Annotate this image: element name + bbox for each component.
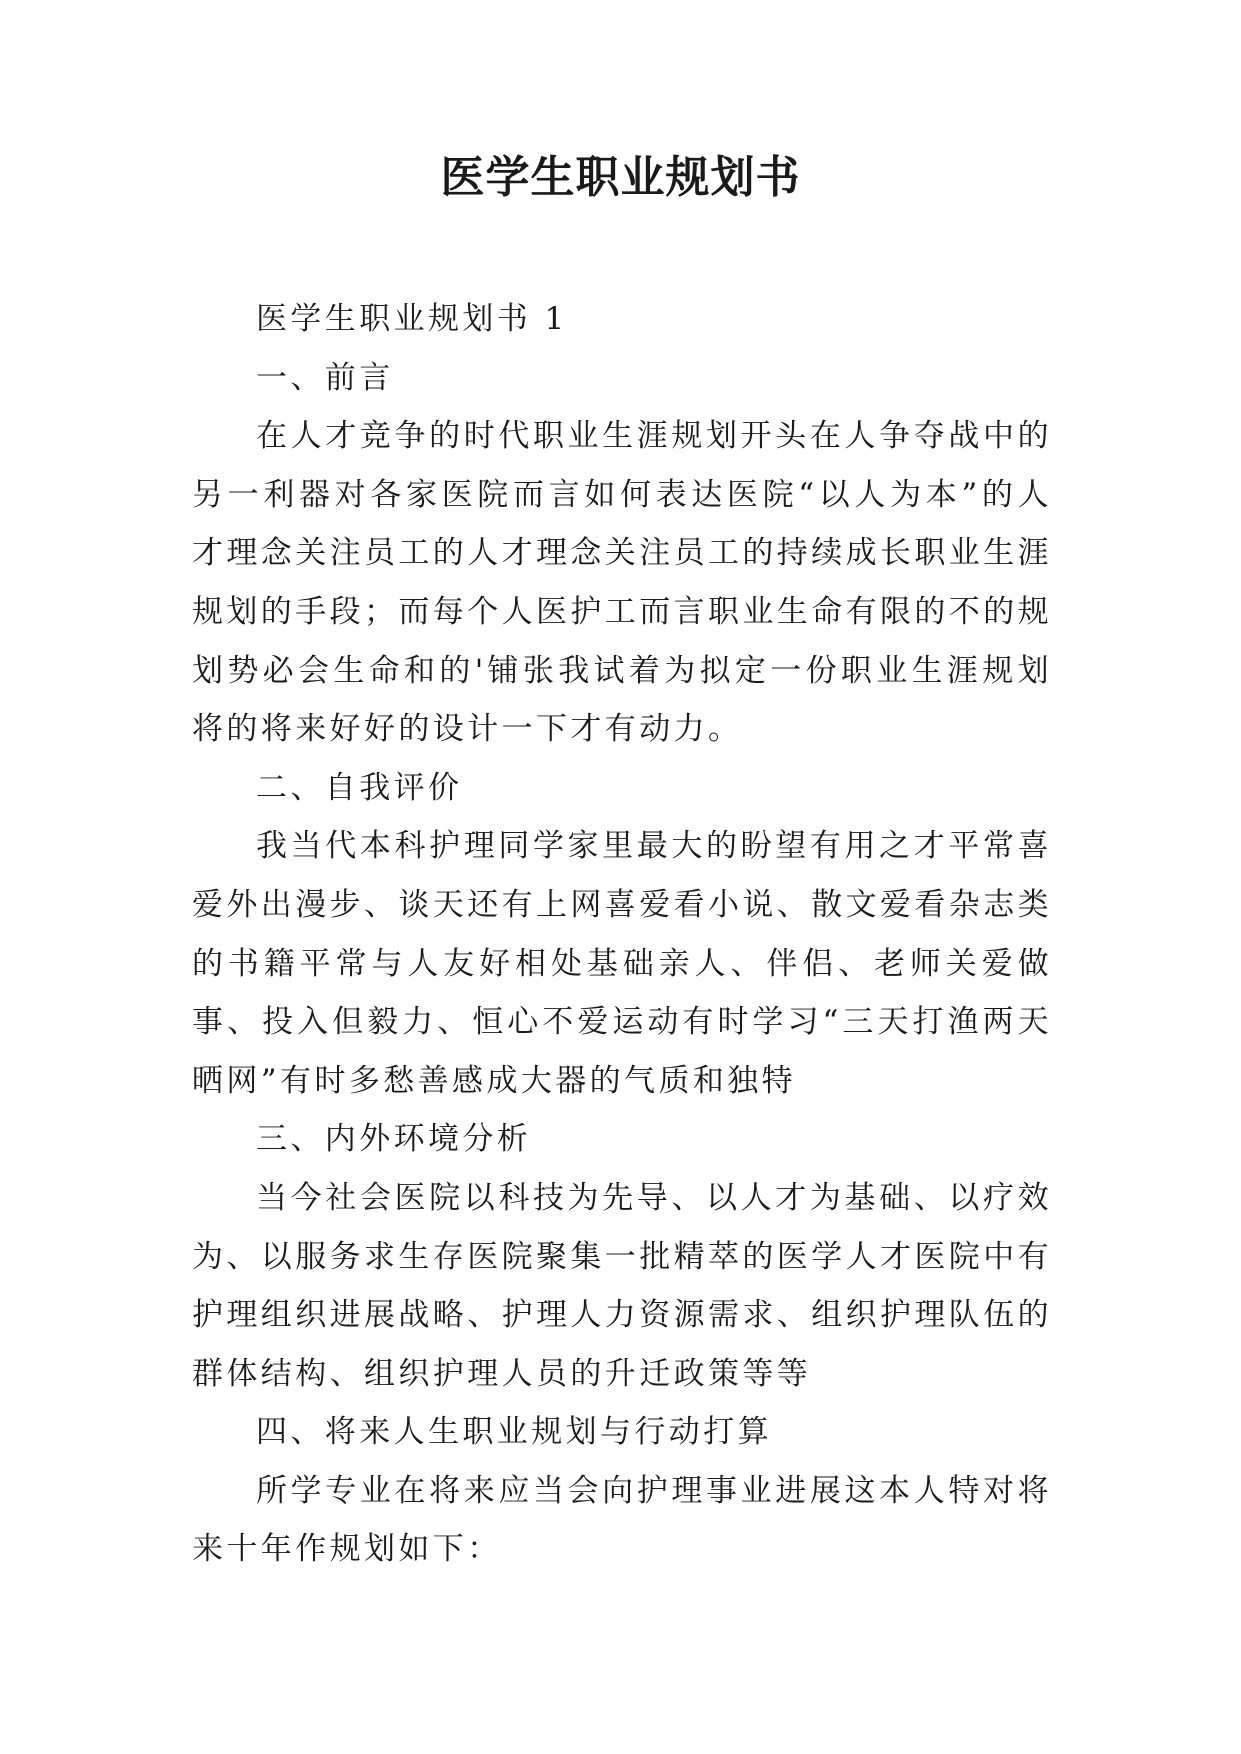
paragraph-career-plan: 所学专业在将来应当会向护理事业进展这本人特对将来十年作规划如下：: [192, 1472, 1052, 1568]
subsection-heading-preface: 一、前言: [256, 359, 394, 396]
section-heading: 医学生职业规划书 1: [256, 301, 568, 337]
subsection-heading-career-plan: 四、将来人生职业规划与行动打算: [256, 1414, 772, 1451]
subsection-heading-self-evaluation: 二、自我评价: [256, 769, 463, 806]
subsection-heading-environment-analysis: 三、内外环境分析: [256, 1121, 532, 1158]
document-body: [192, 290, 1052, 1579]
paragraph-preface: 在人才竞争的时代职业生涯规划开头在人争夺战中的另一利器对各家医院而言如何表达医院“以人为本”的人才理念关注员工的人才理念关注员工的持续成长职业生涯规划的手段；而每个人医护工而言职业生命有限的不的规划势必会生命和的'铺张我试着为拟定一份职业生涯规划将的将来好好的设计一下才有动力。: [192, 418, 1052, 748]
document-title: 医学生职业规划书: [440, 152, 801, 203]
paragraph-environment-analysis: 当今社会医院以科技为先导、以人才为基础、以疗效为、以服务求生存医院聚集一批精萃的医学人才医院中有护理组织进展战略、护理人力资源需求、组织护理队伍的群体结构、组织护理人员的升迁政策等等: [192, 1179, 1052, 1392]
paragraph-self-evaluation: 我当代本科护理同学家里最大的盼望有用之才平常喜爱外出漫步、谈天还有上网喜爱看小说、散文爱看杂志类的书籍平常与人友好相处基础亲人、伴侣、老师关爱做事、投入但毅力、恒心不爱运动有时学习“三天打渔两天晒网”有时多愁善感成大器的气质和独特: [192, 828, 1052, 1099]
